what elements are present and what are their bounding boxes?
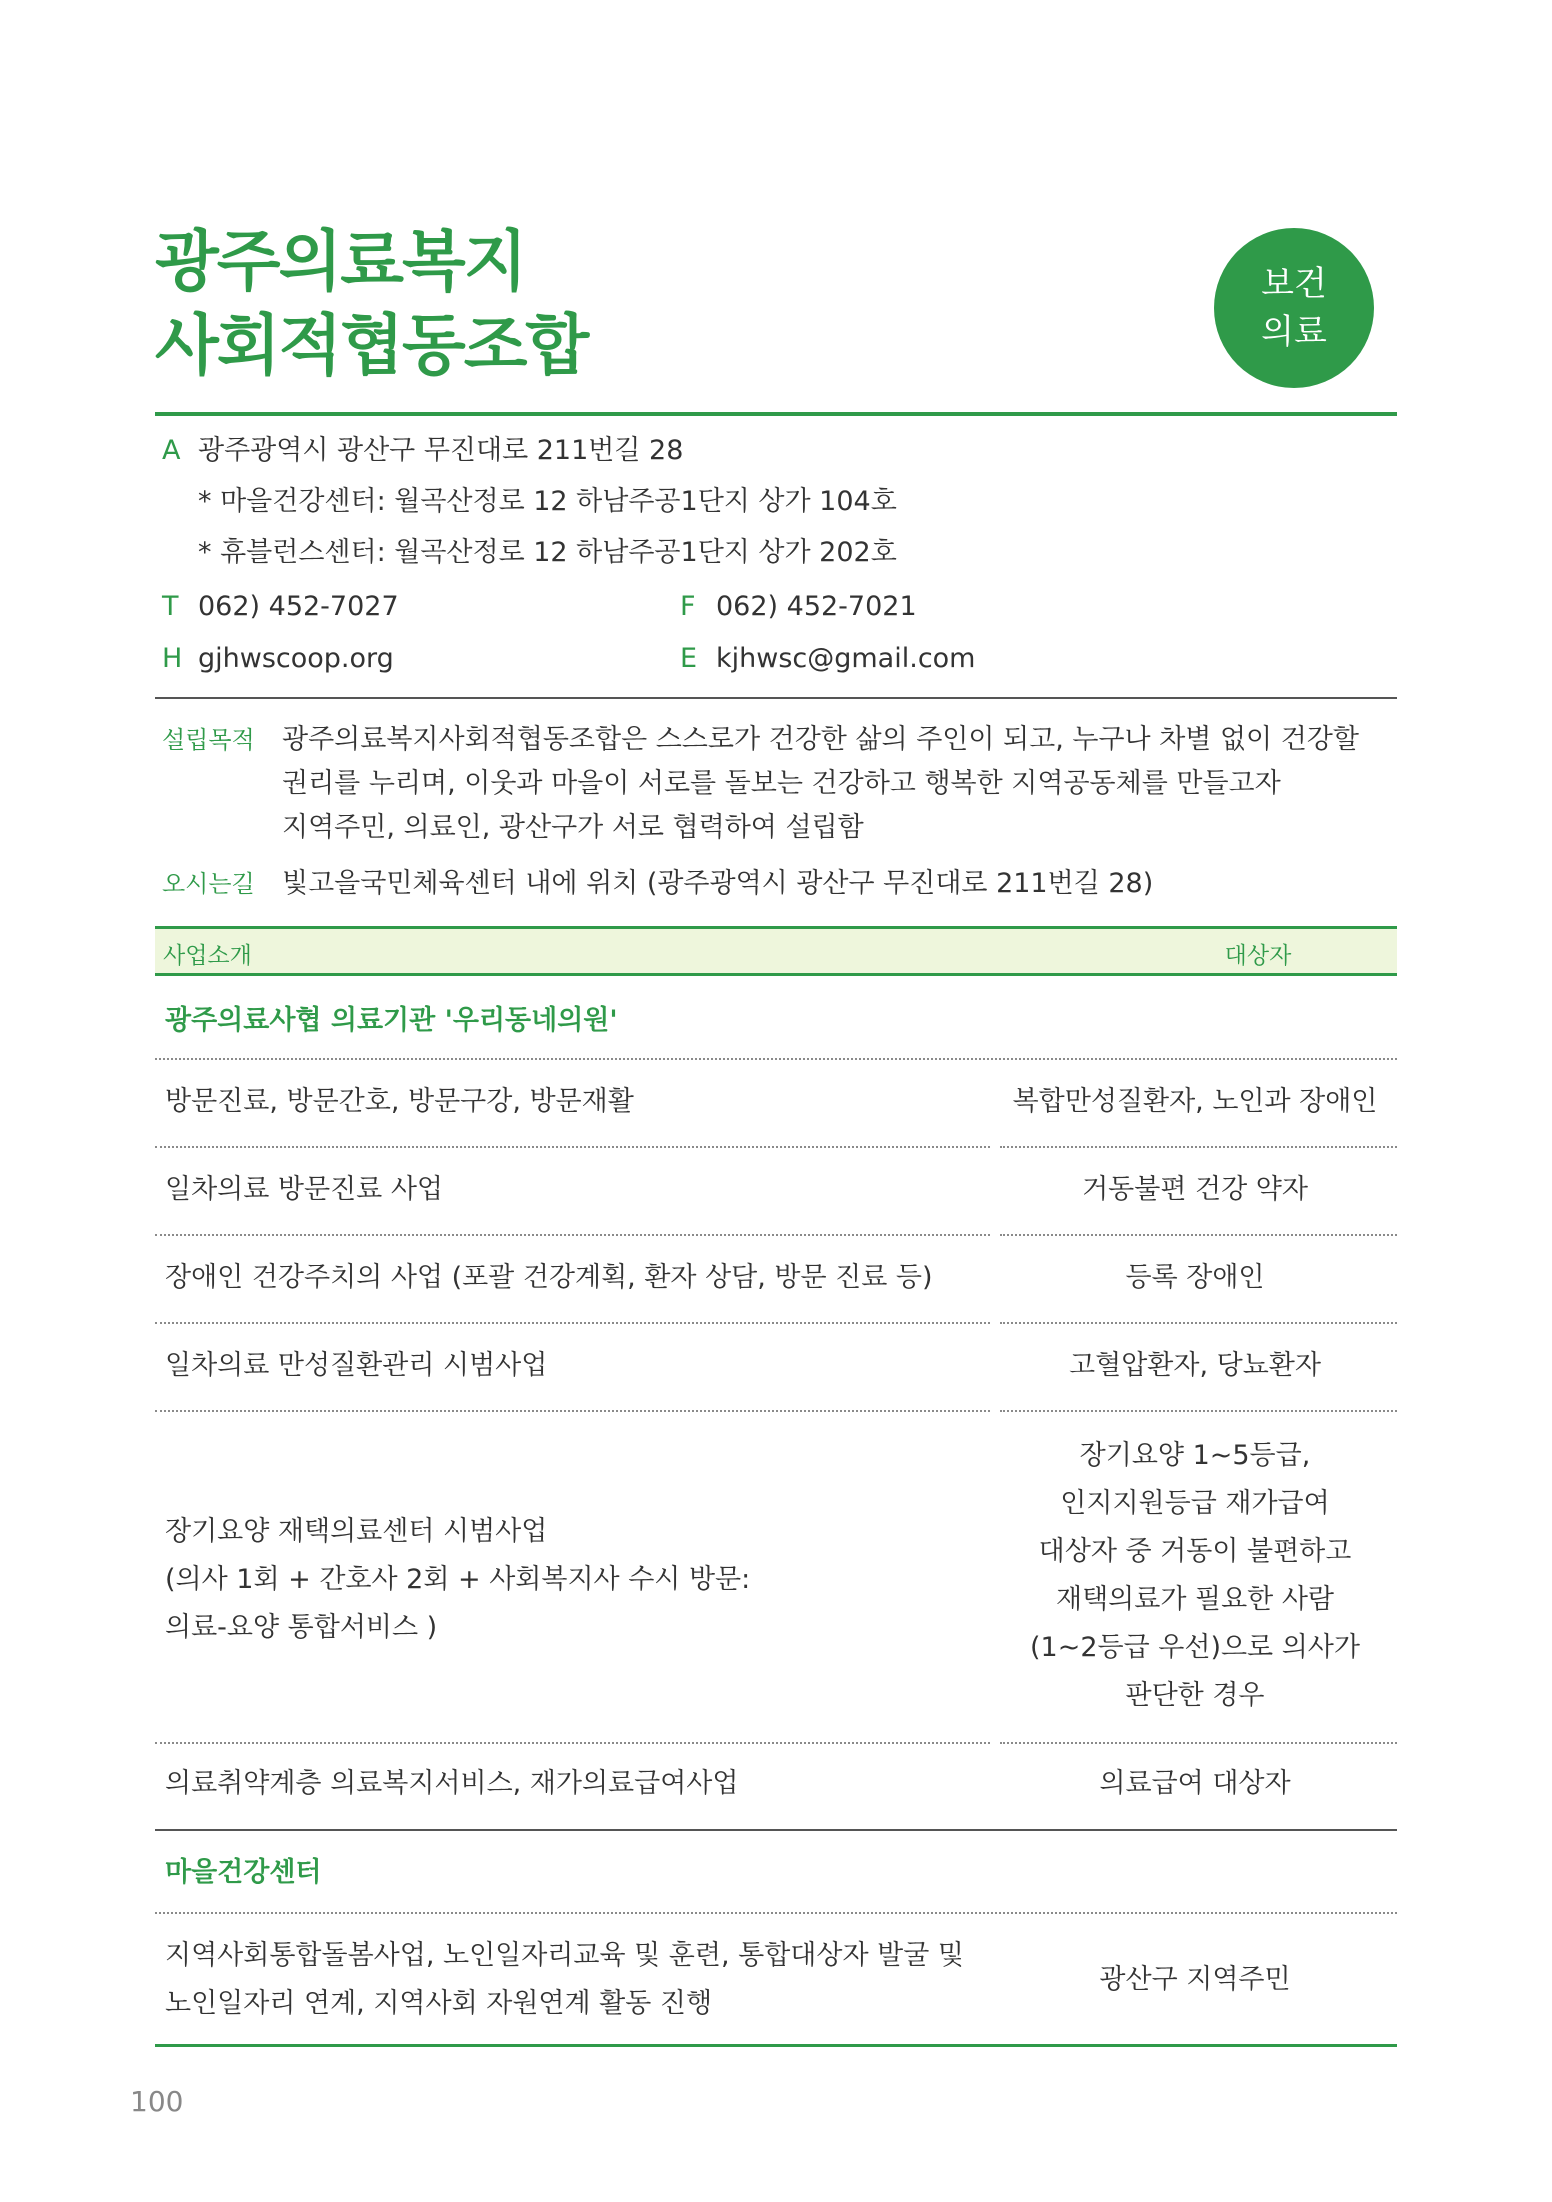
target-line: 판단한 경우 (1125, 1680, 1265, 1711)
business-line: 지역사회통합돌봄사업, 노인일자리교육 및 훈련, 통합대상자 발굴 및 (165, 1940, 964, 1971)
section-divider (155, 1829, 1397, 1831)
purpose-line: 지역주민, 의료인, 광산구가 서로 협력하여 설립함 (282, 812, 864, 843)
target-line: 인지지원등급 재가급여 (1060, 1488, 1330, 1519)
directions-label: 오시는길 (162, 870, 255, 898)
business-line: 장기요양 재택의료센터 시범사업 (165, 1516, 548, 1547)
row-divider (1000, 1234, 1397, 1236)
row-divider (155, 1912, 1397, 1914)
fax-line (680, 588, 917, 626)
section-title-clinic: 광주의료사협 의료기관 '우리동네의원' (165, 1005, 618, 1036)
title-line-2: 사회적협동조합 (155, 307, 588, 384)
page-number: 100 (130, 2085, 184, 2118)
fax-number: 062) 452-7021 (716, 591, 917, 622)
purpose-line: 광주의료복지사회적협동조합은 스스로가 건강한 삶의 주인이 되고, 누구나 차별 없이 건강할 (282, 724, 1359, 755)
address-line (162, 432, 683, 470)
business-line: 노인일자리 연계, 지역사회 자원연계 활동 진행 (165, 1988, 713, 2019)
header-business: 사업소개 (163, 943, 252, 969)
section-title-village-center: 마을건강센터 (165, 1857, 322, 1888)
email-link[interactable]: kjhwsc@gmail.com (716, 643, 976, 674)
business-line: (의사 1회 + 간호사 2회 + 사회복지사 수시 방문: (165, 1564, 751, 1595)
contact-divider (155, 697, 1397, 699)
tel-label: T (162, 591, 179, 622)
purpose-label: 설립목적 (162, 726, 255, 754)
badge-line-1: 보건 (1261, 264, 1327, 304)
row-divider (155, 1146, 990, 1148)
address-text: 광주광역시 광산구 무진대로 211번길 28 (198, 435, 684, 466)
badge-line-2: 의료 (1261, 312, 1327, 352)
row-divider (1000, 1146, 1397, 1148)
page-title (155, 220, 587, 388)
target-line: 재택의료가 필요한 사람 (1056, 1584, 1334, 1615)
tel-number: 062) 452-7027 (198, 591, 399, 622)
directions-text: 빛고을국민체육센터 내에 위치 (광주광역시 광산구 무진대로 211번길 28) (282, 868, 1154, 899)
table-header (155, 926, 1397, 976)
address-label: A (162, 435, 181, 466)
category-badge (1214, 228, 1374, 388)
homepage-label: H (162, 643, 183, 674)
target-cell (1000, 1432, 1390, 1720)
email-label: E (680, 643, 698, 674)
row-divider (1000, 1742, 1397, 1744)
target-line: (1~2등급 우선)으로 의사가 (1030, 1632, 1360, 1663)
row-divider (1000, 1322, 1397, 1324)
target-cell: 거동불편 건강 약자 (1082, 1174, 1308, 1205)
target-cell: 광산구 지역주민 (1099, 1964, 1291, 1995)
row-divider (155, 1058, 1397, 1060)
target-cell: 의료급여 대상자 (1099, 1768, 1291, 1799)
business-cell: 의료취약계층 의료복지서비스, 재가의료급여사업 (165, 1768, 739, 1799)
target-line: 장기요양 1~5등급, (1079, 1440, 1311, 1471)
target-line: 대상자 중 거동이 불편하고 (1038, 1536, 1352, 1567)
homepage-line (162, 640, 394, 678)
header-target: 대상자 (1224, 943, 1292, 969)
target-cell: 등록 장애인 (1125, 1262, 1265, 1293)
business-line: 의료-요양 통합서비스 ) (165, 1612, 438, 1643)
business-cell: 장애인 건강주치의 사업 (포괄 건강계획, 환자 상담, 방문 진료 등) (165, 1262, 933, 1293)
business-cell: 방문진료, 방문간호, 방문구강, 방문재활 (165, 1086, 634, 1117)
business-cell: 일차의료 만성질환관리 시범사업 (165, 1350, 548, 1381)
row-divider (1000, 1410, 1397, 1412)
business-cell (165, 1508, 985, 1652)
business-cell: 일차의료 방문진료 사업 (165, 1174, 443, 1205)
email-line (680, 640, 975, 678)
row-divider (155, 1322, 990, 1324)
sub-address-1: * 마을건강센터: 월곡산정로 12 하남주공1단지 상가 104호 (198, 486, 897, 517)
purpose-text (282, 718, 1412, 850)
tel-line (162, 588, 399, 626)
purpose-line: 권리를 누리며, 이웃과 마을이 서로를 돌보는 건강하고 행복한 지역공동체를 만들고자 (282, 768, 1281, 799)
target-cell: 고혈압환자, 당뇨환자 (1069, 1350, 1321, 1381)
row-divider (155, 1742, 990, 1744)
business-cell (165, 1932, 985, 2028)
homepage-link[interactable]: gjhwscoop.org (198, 643, 394, 674)
title-line-1: 광주의료복지 (155, 223, 526, 300)
target-cell: 복합만성질환자, 노인과 장애인 (1012, 1086, 1378, 1117)
sub-address-2: * 휴블런스센터: 월곡산정로 12 하남주공1단지 상가 202호 (198, 537, 897, 568)
title-divider (155, 412, 1397, 416)
row-divider (155, 1234, 990, 1236)
row-divider (155, 1410, 990, 1412)
fax-label: F (680, 591, 696, 622)
table-bottom-rule (155, 2044, 1397, 2047)
